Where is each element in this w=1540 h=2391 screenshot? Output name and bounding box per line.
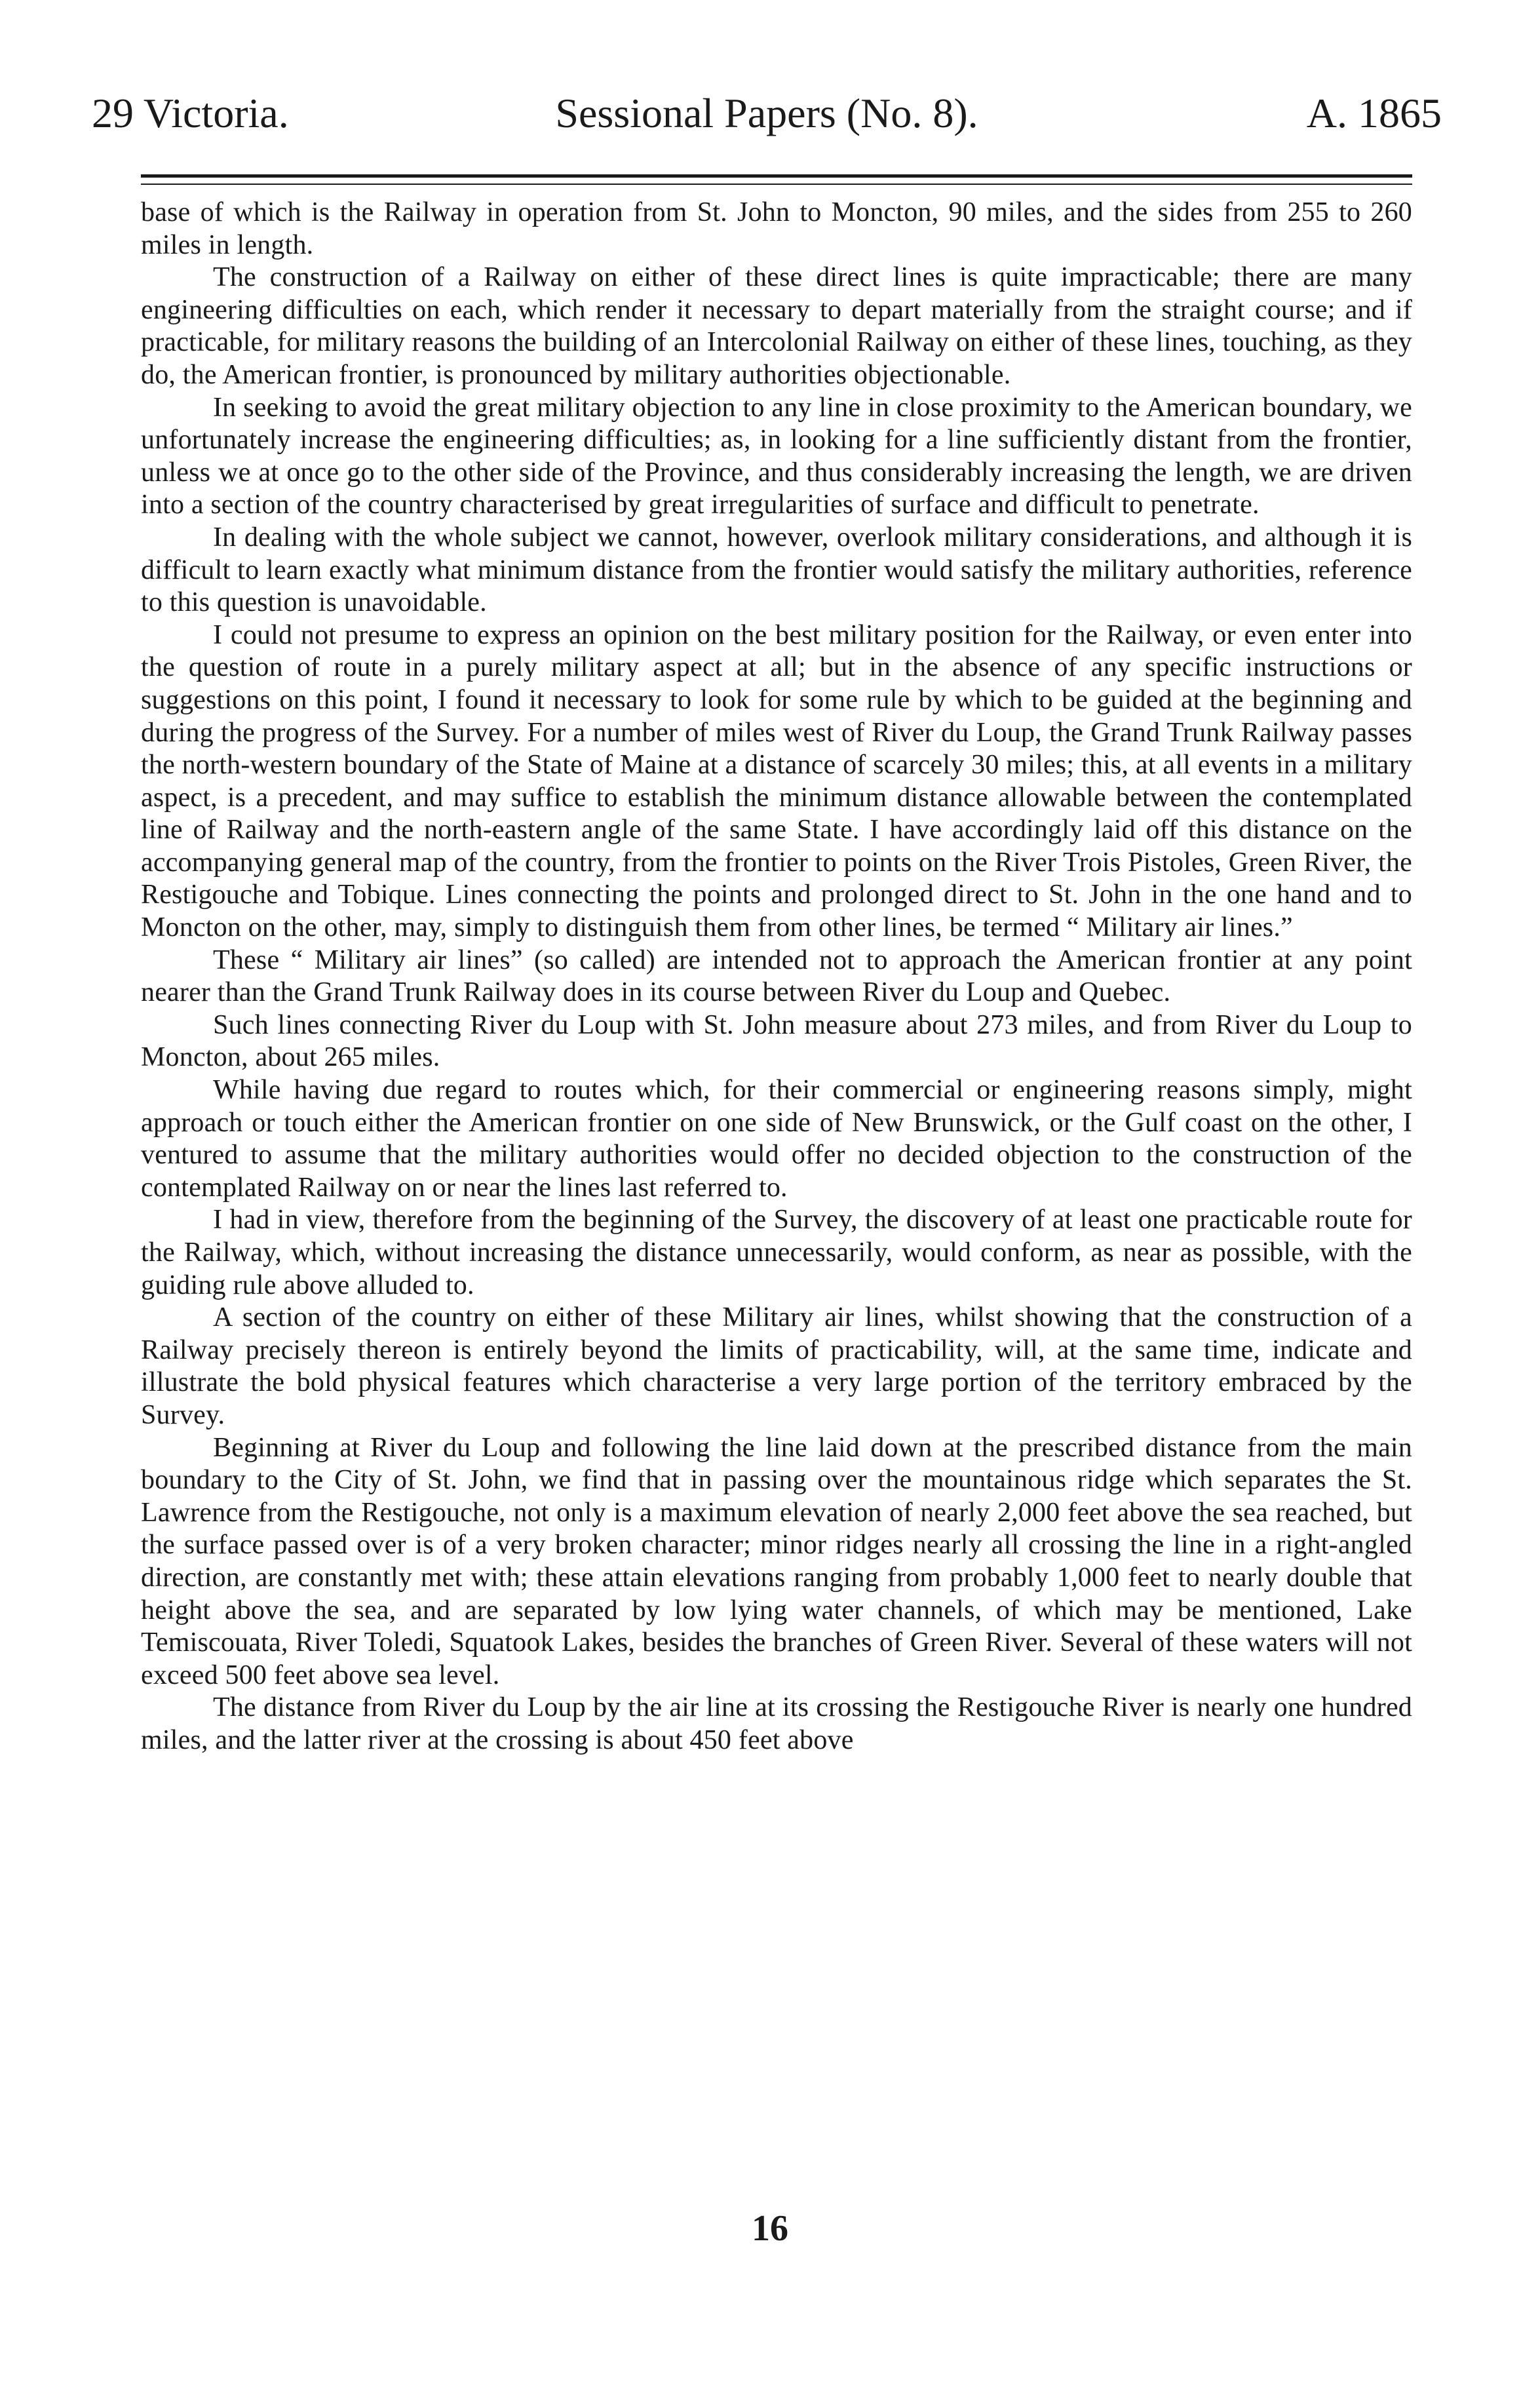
- paragraph: A section of the country on either of these Military air lines, whilst showing that the construction of a Railway precisely thereon is entirely beyond the limits of practicability, will, at the same time, indicate and illustrate the bold physical features which characterise a very large portion of the territory embraced by the Survey.: [141, 1302, 1412, 1430]
- header-title: Sessional Papers (No. 8).: [555, 90, 978, 136]
- header-rule-thin: [141, 184, 1412, 185]
- paragraph: Such lines connecting River du Loup with St. John measure about 273 miles, and from River du Loup to Moncton, about 265 miles.: [141, 1009, 1412, 1073]
- header-session: 29 Victoria.: [92, 90, 289, 136]
- paragraph: In seeking to avoid the great military objection to any line in close proximity to the American boundary, we unfortunately increase the engineering difficulties; as, in looking for a line sufficiently distant from the frontier, unless we at once go to the other side of the Province, and thus considerably increasing the length, we are driven into a section of the country characterised by great irregularities of surface and difficult to penetrate.: [141, 392, 1412, 520]
- paragraph: base of which is the Railway in operation from St. John to Moncton, 90 miles, and the sides from 255 to 260 miles in length.: [141, 197, 1412, 260]
- paragraph: I had in view, therefore from the beginning of the Survey, the discovery of at least one practicable route for the Railway, which, without increasing the distance unnecessarily, would conform, as near as possible, with the guiding rule above alluded to.: [141, 1205, 1412, 1300]
- paragraph: While having due regard to routes which, for their commercial or engineering reasons simply, might approach or touch either the American frontier on one side of New Brunswick, or the Gulf coast on the other, I ventured to assume that the military authorities would offer no decided objection to the construction of the contemplated Railway on or near the lines last referred to.: [141, 1075, 1412, 1203]
- paragraph: Beginning at River du Loup and following the line laid down at the prescribed distance from the main boundary to the City of St. John, we find that in passing over the mountainous ridge which separates the St. Lawrence from the Restigouche, not only is a maximum elevation of nearly 2,000 feet above the sea reached, but the surface passed over is of a very broken character; minor ridges nearly all crossing the line in a right-angled direction, are constantly met with; these attain elevations ranging from probably 1,000 feet to nearly double that height above the sea, and are separated by low lying water channels, of which may be mentioned, Lake Temiscouata, River Toledi, Squatook Lakes, besides the branches of Green River. Several of these waters will not exceed 500 feet above sea level.: [141, 1432, 1412, 1690]
- header-year: A. 1865: [1306, 90, 1442, 136]
- running-header: [92, 77, 1442, 149]
- paragraph: The distance from River du Loup by the air line at its crossing the Restigouche River is nearly one hundred miles, and the latter river at the crossing is about 450 feet above: [141, 1692, 1412, 1755]
- paragraph: The construction of a Railway on either of these direct lines is quite impracticable; there are many engineering difficulties on each, which render it necessary to depart materially from the straight course; and if practicable, for military reasons the building of an Intercolonial Railway on either of these lines, touching, as they do, the American frontier, is pronounced by military authorities objectionable.: [141, 262, 1412, 390]
- paragraph: These “ Military air lines” (so called) are intended not to approach the American frontier at any point nearer than the Grand Trunk Railway does in its course between River du Loup and Quebec.: [141, 944, 1412, 1008]
- header-rule-thick: [141, 174, 1412, 178]
- paragraph: I could not presume to express an opinion on the best military position for the Railway, or even enter into the question of route in a purely military aspect at all; but in the absence of any specific instructions or suggestions on this point, I found it necessary to look for some rule by which to be guided at the beginning and during the progress of the Survey. For a number of miles west of River du Loup, the Grand Trunk Railway passes the north-western boundary of the State of Maine at a distance of scarcely 30 miles; this, at all events in a military aspect, is a precedent, and may suffice to establish the minimum distance allowable between the contemplated line of Railway and the north-eastern angle of the same State. I have accordingly laid off this distance on the accompanying general map of the country, from the frontier to points on the River Trois Pistoles, Green River, the Restigouche and Tobique. Lines connecting the points and prolonged direct to St. John in the one hand and to Moncton on the other, may, simply to distinguish them from other lines, be termed “ Military air lines.”: [141, 619, 1412, 943]
- page-number: 16: [752, 2208, 788, 2249]
- body-text: [141, 197, 1412, 1757]
- paragraph: In dealing with the whole subject we cannot, however, overlook military considerations, and although it is difficult to learn exactly what minimum distance from the frontier would satisfy the military authorities, reference to this question is unavoidable.: [141, 522, 1412, 618]
